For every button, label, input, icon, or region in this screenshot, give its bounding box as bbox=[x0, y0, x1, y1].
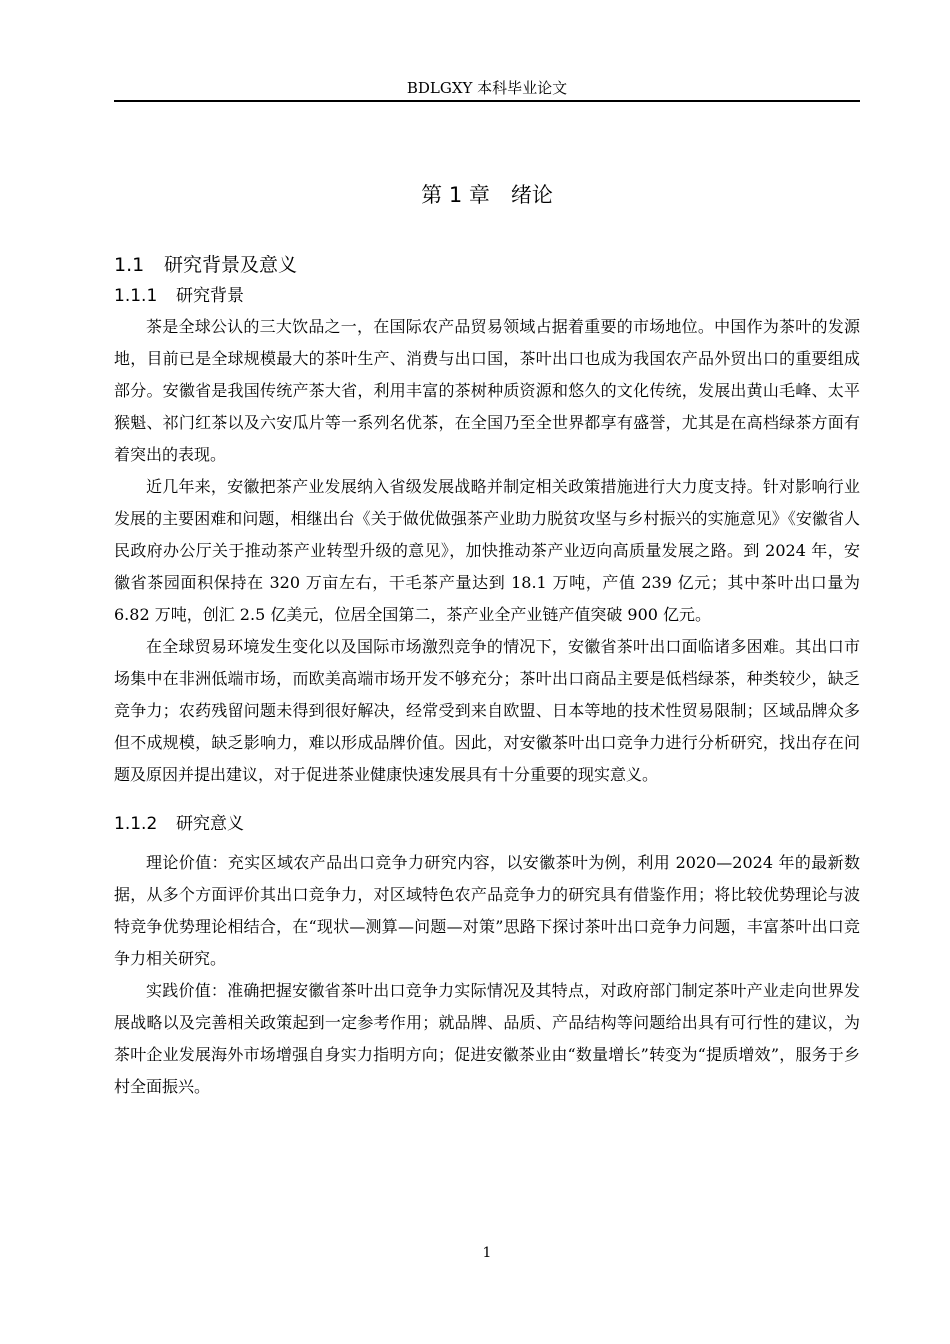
subsection-number: 1.1.2 bbox=[114, 814, 158, 834]
paragraph: 实践价值：准确把握安徽省茶叶出口竞争力实际情况及其特点，对政府部门制定茶叶产业走向世界发展战略以及完善相关政策起到一定参考作用；就品牌、品质、产品结构等问题给出具有可行性的建议，为茶叶企业发展海外市场增强自身实力指明方向；促进安徽茶业由“数量增长”转变为“提质增效”，服务于乡村全面振兴。 bbox=[114, 981, 860, 1096]
subsection-title: 研究背景 bbox=[176, 286, 244, 306]
section-title: 研究背景及意义 bbox=[164, 254, 298, 276]
running-header: BDLGXY 本科毕业论文 bbox=[406, 79, 568, 97]
subsection-title: 研究意义 bbox=[176, 814, 244, 834]
subsection-number: 1.1.1 bbox=[114, 286, 158, 306]
paragraph: 在全球贸易环境发生变化以及国际市场激烈竞争的情况下，安徽省茶叶出口面临诸多困难。其出口市场集中在非洲低端市场，而欧美高端市场开发不够充分；茶叶出口商品主要是低档绿茶，种类较少，缺乏竞争力；农药残留问题未得到很好解决，经常受到来自欧盟、日本等地的技术性贸易限制；区域品牌众多但不成规模，缺乏影响力，难以形成品牌价值。因此，对安徽茶叶出口竞争力进行分析研究，找出存在问题及原因并提出建议，对于促进茶业健康快速发展具有十分重要的现实意义。 bbox=[114, 637, 860, 784]
page-body bbox=[114, 180, 860, 1103]
section-heading-1-1 bbox=[114, 251, 860, 279]
paragraph: 近几年来，安徽把茶产业发展纳入省级发展战略并制定相关政策措施进行大力度支持。针对影响行业发展的主要困难和问题，相继出台《关于做优做强茶产业助力脱贫攻坚与乡村振兴的实施意见》《安徽省人民政府办公厅关于推动茶产业转型升级的意见》，加快推动茶产业迈向高质量发展之路。到 2024 年，安徽省茶园面积保持在 320 万亩左右，干毛茶产量达到 18.1 万吨，产值 239 亿元；其中茶叶出口量为 6.82 万吨，创汇 2.5 亿美元，位居全国第二，茶产业全产业链产值突破 900 亿元。 bbox=[114, 477, 860, 624]
header-divider bbox=[114, 100, 860, 102]
paragraph: 理论价值：充实区域农产品出口竞争力研究内容，以安徽茶叶为例，利用 2020—2024 年的最新数据，从多个方面评价其出口竞争力，对区域特色农产品竞争力的研究具有借鉴作用；将比较优势理论与波特竞争优势理论相结合，在“现状—测算—问题—对策”思路下探讨茶叶出口竞争力问题，丰富茶叶出口竞争力相关研究。 bbox=[114, 853, 860, 968]
paragraph: 茶是全球公认的三大饮品之一，在国际农产品贸易领域占据着重要的市场地位。中国作为茶叶的发源地，目前已是全球规模最大的茶叶生产、消费与出口国，茶叶出口也成为我国农产品外贸出口的重要组成部分。安徽省是我国传统产茶大省，利用丰富的茶树种质资源和悠久的文化传统，发展出黄山毛峰、太平猴魁、祁门红茶以及六安瓜片等一系列名优茶，在全国乃至全世界都享有盛誉，尤其是在高档绿茶方面有着突出的表现。 bbox=[114, 317, 860, 464]
section-number: 1.1 bbox=[114, 254, 145, 276]
subsection-heading-1-1-1 bbox=[114, 283, 860, 309]
subsection-heading-1-1-2 bbox=[114, 811, 860, 837]
page-number: 1 bbox=[482, 1245, 492, 1261]
chapter-title: 第 1 章 绪论 bbox=[421, 183, 553, 207]
